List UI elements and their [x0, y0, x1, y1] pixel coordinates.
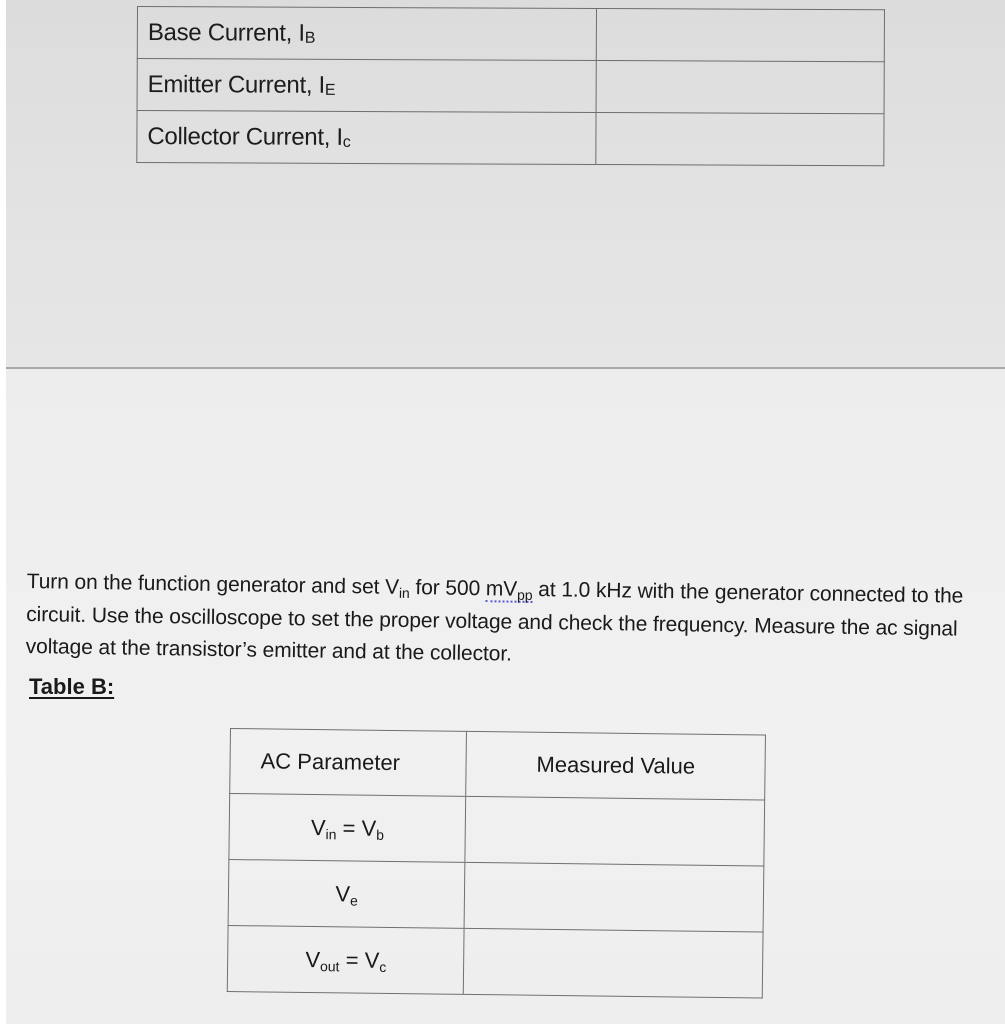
table-row — [227, 925, 763, 998]
vin-parameter: Vin = Vb — [229, 794, 466, 863]
vout-parameter: Vout = Vc — [227, 925, 464, 994]
ve-parameter: Ve — [228, 859, 465, 928]
base-current-value-cell[interactable] — [597, 9, 885, 62]
collector-current-label: Collector Current, Ic — [137, 111, 597, 165]
ac-parameters-table — [227, 728, 766, 999]
emitter-current-label: Emitter Current, IE — [137, 59, 597, 113]
page-break-line — [6, 367, 1005, 369]
ve-value-cell[interactable] — [465, 862, 764, 932]
collector-current-value-cell[interactable] — [596, 113, 884, 166]
table-row — [137, 59, 884, 114]
dc-currents-table — [136, 6, 885, 166]
vout-value-cell[interactable] — [464, 928, 763, 998]
unit-mvpp: mVpp — [485, 577, 533, 603]
emitter-current-value-cell[interactable] — [596, 61, 884, 114]
table-row — [228, 859, 764, 932]
measured-value-header: Measured Value — [466, 731, 765, 800]
table-header-row — [230, 729, 766, 801]
instructions-paragraph: Turn on the function generator and set Vin for 500 mVpp at 1.0 kHz with the generator connected to the circuit. Use the oscilloscope to set the proper voltage and check the frequency. Measure the ac signal voltage at the transistor’s emitter and at the collector. — [25, 569, 964, 666]
ac-parameter-header: AC Parameter — [230, 729, 467, 797]
table-row — [137, 7, 884, 62]
base-current-label: Base Current, IB — [137, 7, 597, 61]
table-row — [229, 794, 765, 867]
vin-value-cell[interactable] — [465, 796, 764, 866]
table-row — [137, 111, 884, 166]
table-b-heading: Table B: — [29, 674, 115, 699]
